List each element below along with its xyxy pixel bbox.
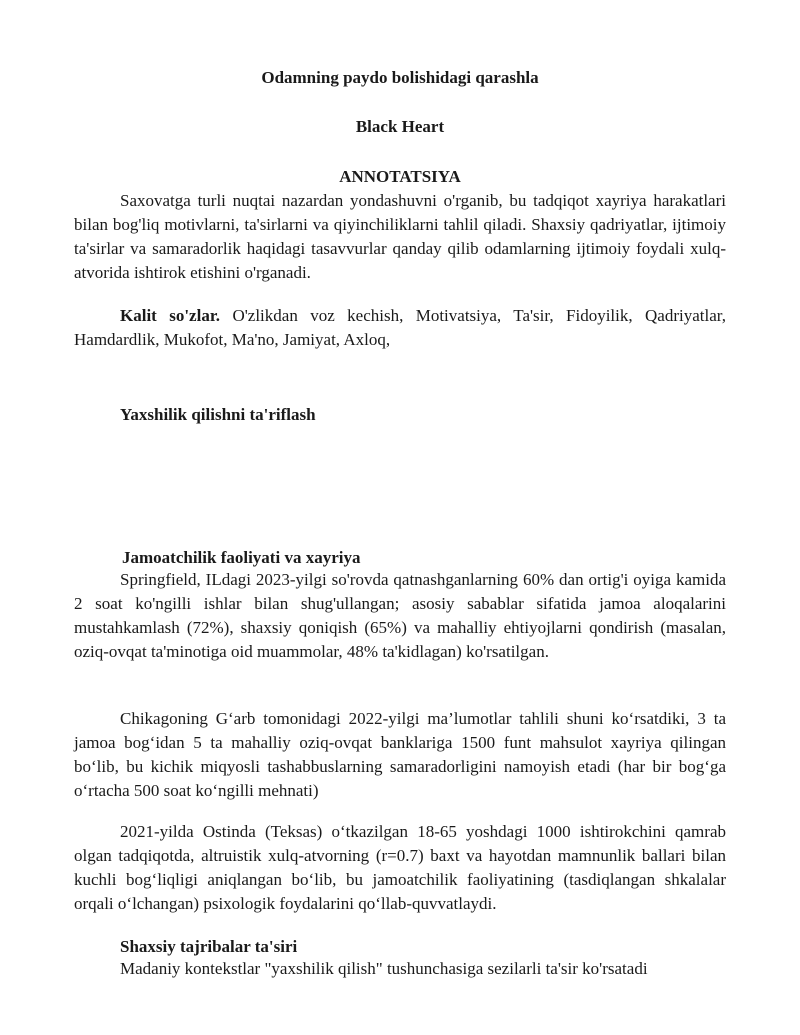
abstract-paragraph: Saxovatga turli nuqtai nazardan yondashuvni o'rganib, bu tadqiqot xayriya harakatlari bilan bog'liq motivlarni, ta'sirlarni va qiyinchiliklarni tahlil qiladi. Shaxsiy qadriyatlar, ijtimoiy ta'sirlar va samaradorlik haqidagi tasavvurlar qanday qilib odamlarning ijtimoiy foydali xulq-atvorida ishtirok etishini o'rganadi. <box>74 191 726 282</box>
author-name: Black Heart <box>355 117 445 136</box>
paragraph-cultural-context: Madaniy kontekstlar "yaxshilik qilish" tushunchasiga sezilarli ta'sir ko'rsatadi <box>120 959 648 978</box>
section-heading-experiences: Shaxsiy tajribalar ta'siri <box>120 937 298 956</box>
keywords-paragraph <box>74 304 726 352</box>
document-title: Odamning paydo bolishidagi qarashla <box>261 68 539 87</box>
paragraph-austin: 2021-yilda Ostinda (Teksas) o‘tkazilgan 18-65 yoshdagi 1000 ishtirokchini qamrab olgan tadqiqotda, altruistik xulq-atvorning (r=0.7) baxt va hayotdan mamnunlik ballari bilan kuchli bog‘liqligi aniqlangan bo‘lib, bu jamoatchilik faoliyatining (tasdiqlangan shkalalar orqali o‘lchangan) psixologik foydalarini qo‘llab-quvvatlaydi. <box>74 822 726 913</box>
section-heading-definition: Yaxshilik qilishni ta'riflash <box>120 405 316 424</box>
abstract-heading: ANNOTATSIYA <box>339 167 461 186</box>
section-heading-community: Jamoatchilik faoliyati va xayriya <box>122 548 361 567</box>
keywords-label: Kalit so'zlar. <box>120 306 221 325</box>
paragraph-springfield: Springfield, ILdagi 2023-yilgi so'rovda qatnashganlarning 60% dan ortig'i oyiga kamida 2 soat ko'ngilli ishlar bilan shug'ullangan; asosiy sabablar sifatida jamoa aloqalarini mustahkamlash (72%), shaxsiy qoniqish (65%) va mahalliy ehtiyojlarni qondirish (masalan, oziq-ovqat ta'minotiga oid muammolar, 48% ta'kidlagan) ko'rsatilgan. <box>74 570 726 661</box>
paragraph-chicago: Chikagoning G‘arb tomonidagi 2022-yilgi ma’lumotlar tahlili shuni ko‘rsatdiki, 3 ta jamoa bog‘idan 5 ta mahalliy oziq-ovqat banklariga 1500 funt mahsulot xayriya qilingan bo‘lib, bu kichik miqyosli tashabbuslarning samaradorligini namoyish etadi (har bir bog‘ga o‘rtacha 500 soat ko‘ngilli mehnati) <box>74 709 726 800</box>
keywords-list: O'zlikdan voz kechish, Motivatsiya, Ta'sir, Fidoyilik, Qadriyatlar, Hamdardlik, Mukofot, Ma'no, Jamiyat, Axloq, <box>74 306 726 349</box>
